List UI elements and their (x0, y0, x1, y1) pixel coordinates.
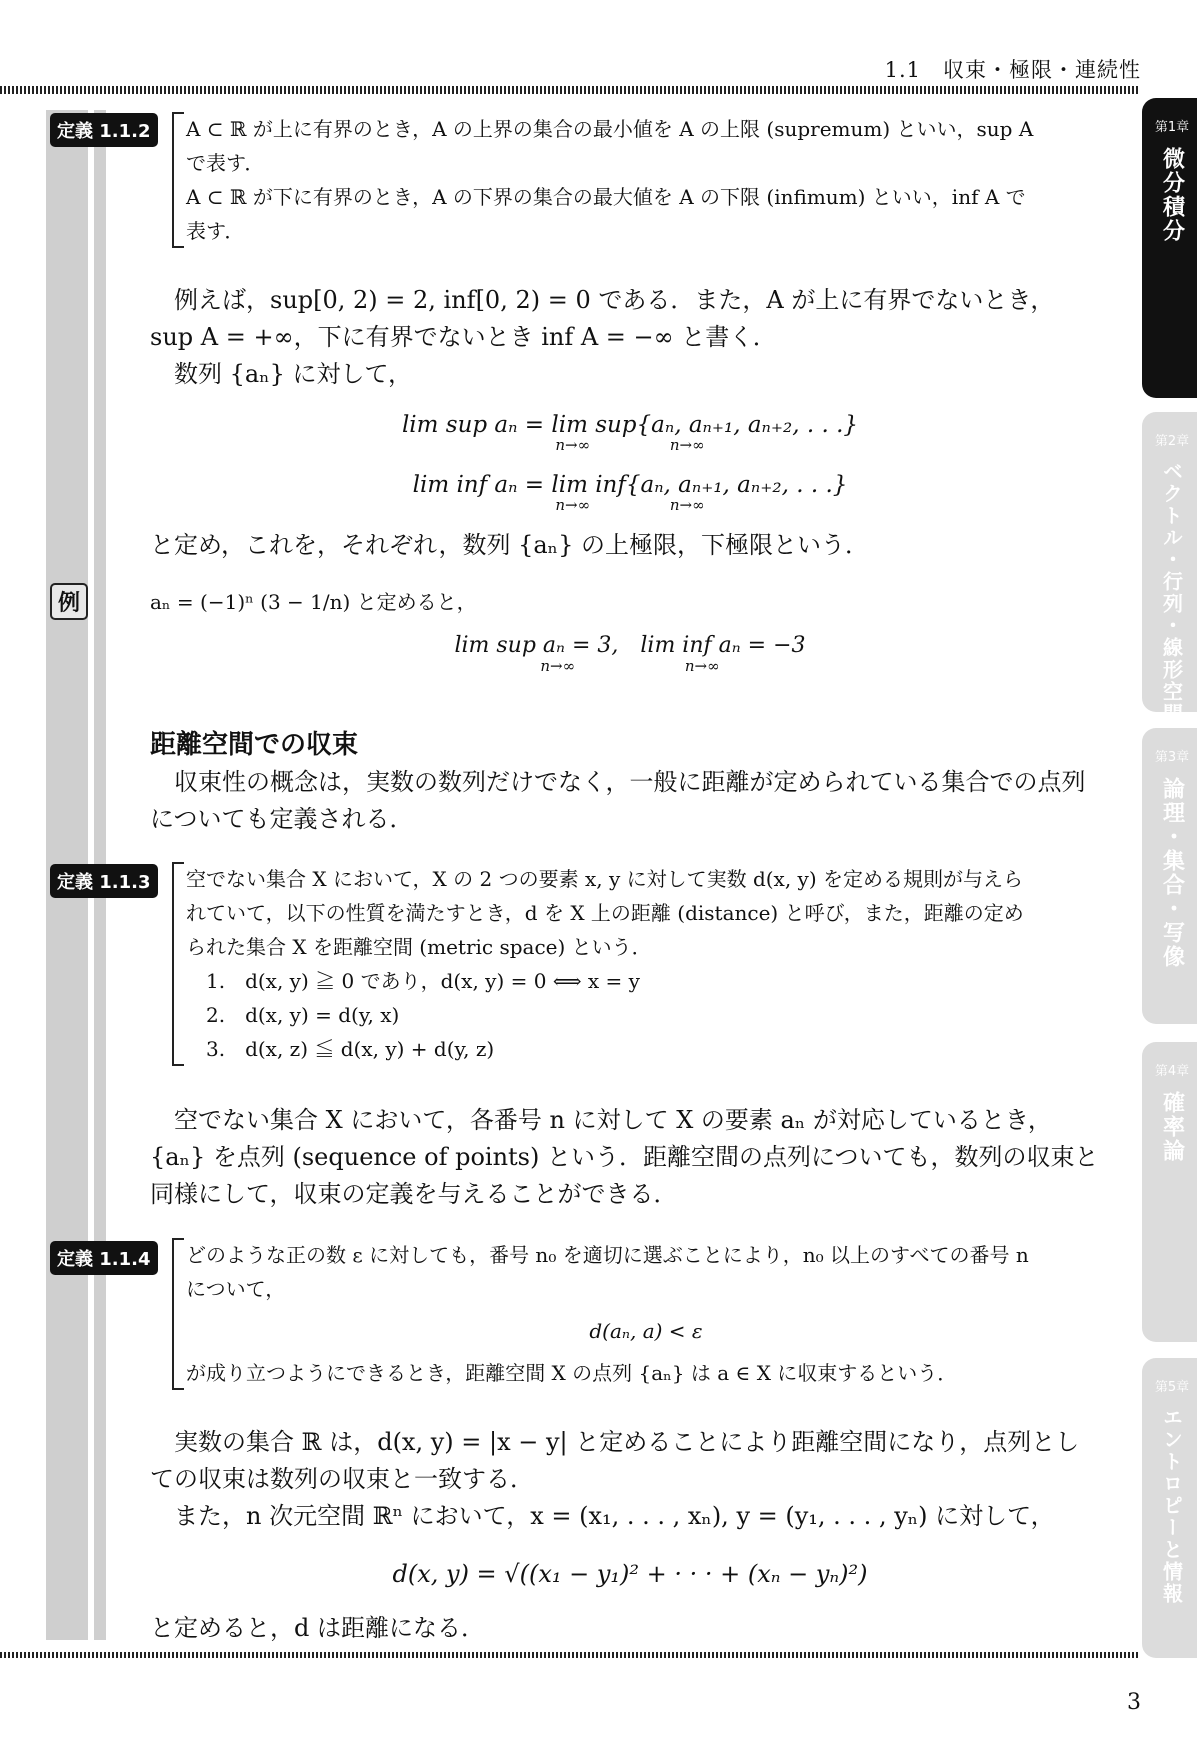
header-rule (0, 86, 1140, 94)
chapter-tab-2[interactable] (1142, 412, 1197, 725)
definition-line: A ⊂ ℝ が上に有界のとき，A の上界の集合の最小値を A の上限 (supremum) といい，sup A (186, 117, 1034, 141)
chapter-tab-title: ベクトル・行列・線形空間 (1159, 461, 1184, 725)
chapter-tab-label: 第5章 (1154, 1380, 1190, 1395)
paragraph-convergence-concept (150, 764, 1100, 838)
equation-euclidean-distance: d(x, y) = √((x₁ − y₁)² + · · · + (xₙ − yₙ)²) (392, 1560, 868, 1588)
example-line: aₙ = (−1)ⁿ (3 − 1/n) と定めると， (150, 590, 477, 614)
text-line: また，n 次元空間 ℝⁿ において，x = (x₁, . . . , xₙ), y = (y₁, . . . , yₙ) に対して， (174, 1502, 1055, 1530)
text-line: sup A = +∞，下に有界でないとき inf A = −∞ と書く． (150, 323, 777, 351)
text-line: 数列 {aₙ} に対して， (174, 360, 413, 388)
section-header-title: 1.1 収束・極限・連続性 (884, 58, 1141, 82)
chapter-tab-5[interactable] (1142, 1358, 1197, 1658)
definition-line: について， (186, 1277, 286, 1301)
definition-tag-1-1-4: 定義 1.1.4 (50, 1241, 158, 1275)
text-line: 収束性の概念は，実数の数列だけでなく，一般に距離が定められている集合での点列 (174, 768, 1086, 796)
paragraph-sequence-of-points (150, 1102, 1100, 1213)
text-line: ての収束は数列の収束と一致する． (150, 1465, 534, 1493)
text-line: 同様にして，収束の定義を与えることができる． (150, 1180, 678, 1208)
chapter-tab-label: 第3章 (1154, 750, 1190, 765)
definition-line: が成り立つようにできるとき，距離空間 X の点列 {aₙ} は a ∈ X に収束するという． (186, 1361, 958, 1385)
equation-text: lim inf aₙ = lim inf{aₙ, aₙ₊₁, aₙ₊₂, . . .} (412, 472, 848, 498)
definition-line: られた集合 X を距離空間 (metric space) という． (186, 935, 652, 959)
equation-limsup (300, 412, 960, 455)
definition-tag-1-1-2: 定義 1.1.2 (50, 113, 158, 147)
definition-formula: d(aₙ, a) < ε (589, 1319, 703, 1343)
footer-rule (0, 1652, 1140, 1658)
paragraph-real-metric (150, 1424, 1100, 1535)
equation-liminf (300, 472, 960, 515)
chapter-tab-label: 第4章 (1154, 1064, 1190, 1079)
text-line: 実数の集合 ℝ は，d(x, y) = |x − y| と定めることにより距離空間になり，点列とし (174, 1428, 1080, 1456)
example-result (300, 628, 960, 676)
chapter-tab-title: 微分積分 (1159, 147, 1185, 243)
equation-text: lim sup aₙ = lim sup{aₙ, aₙ₊₁, aₙ₊₂, . . .} (401, 412, 859, 438)
definition-line: 表す． (186, 219, 245, 243)
paragraph-sup-inf-examples (150, 282, 1100, 393)
equation-text: lim sup aₙ = 3, lim inf aₙ = −3 (454, 633, 806, 658)
definition-1-1-3-box (172, 862, 1106, 1066)
example-tag: 例 (50, 583, 88, 620)
equation-subscript: n→∞ n→∞ (555, 496, 705, 514)
definition-1-1-2-box (172, 112, 1106, 248)
definition-line: で表す． (186, 151, 265, 175)
definition-tag-1-1-3: 定義 1.1.3 (50, 864, 158, 898)
definition-line: A ⊂ ℝ が下に有界のとき，A の下界の集合の最大値を A の下限 (infimum) といい，inf A で (186, 185, 1026, 209)
chapter-tab-4[interactable] (1142, 1042, 1197, 1342)
definition-line: 空でない集合 X において，X の 2 つの要素 x, y に対して実数 d(x, y) を定める規則が与えら (186, 867, 1024, 891)
equation-subscript: n→∞ n→∞ (555, 436, 705, 454)
chapter-tab-3[interactable] (1142, 728, 1197, 1024)
chapter-tab-label: 第1章 (1154, 120, 1190, 135)
definition-line: れていて，以下の性質を満たすとき，d を X 上の距離 (distance) と呼び，また，距離の定め (186, 901, 1024, 925)
definition-item: 1. d(x, y) ≧ 0 であり，d(x, y) = 0 ⟺ x = y (206, 969, 640, 993)
paragraph-limit-definition: と定め，これを，それぞれ，数列 {aₙ} の上極限，下極限という． (150, 531, 869, 559)
text-line: についても定義される． (150, 805, 414, 833)
text-line: 例えば，sup[0, 2) = 2, inf[0, 2) = 0 である．また，A が上に有界でないとき， (174, 286, 1055, 314)
paragraph-distance-conclusion: と定めると，d は距離になる． (150, 1614, 485, 1642)
chapter-tab-title: 論理・集合・写像 (1159, 777, 1185, 969)
text-line: {aₙ} を点列 (sequence of points) という．距離空間の点列についても，数列の収束と (150, 1143, 1099, 1171)
definition-item: 2. d(x, y) = d(y, x) (206, 1003, 400, 1027)
page-number: 3 (1127, 1690, 1141, 1715)
section-heading: 距離空間での収束 (150, 730, 359, 760)
chapter-tab-title: 確率論 (1159, 1091, 1185, 1163)
equation-subscript: n→∞ n→∞ (540, 657, 720, 675)
definition-item: 3. d(x, z) ≦ d(x, y) + d(y, z) (206, 1037, 495, 1061)
chapter-tab-1[interactable] (1142, 98, 1197, 398)
definition-line: どのような正の数 ε に対しても，番号 n₀ を適切に選ぶことにより，n₀ 以上のすべての番号 n (186, 1243, 1029, 1267)
chapter-tab-title: エントロピーと情報 (1159, 1407, 1184, 1605)
text-line: 空でない集合 X において，各番号 n に対して X の要素 aₙ が対応しているとき， (174, 1106, 1052, 1134)
chapter-tab-label: 第2章 (1154, 434, 1190, 449)
definition-1-1-4-box (172, 1238, 1106, 1390)
